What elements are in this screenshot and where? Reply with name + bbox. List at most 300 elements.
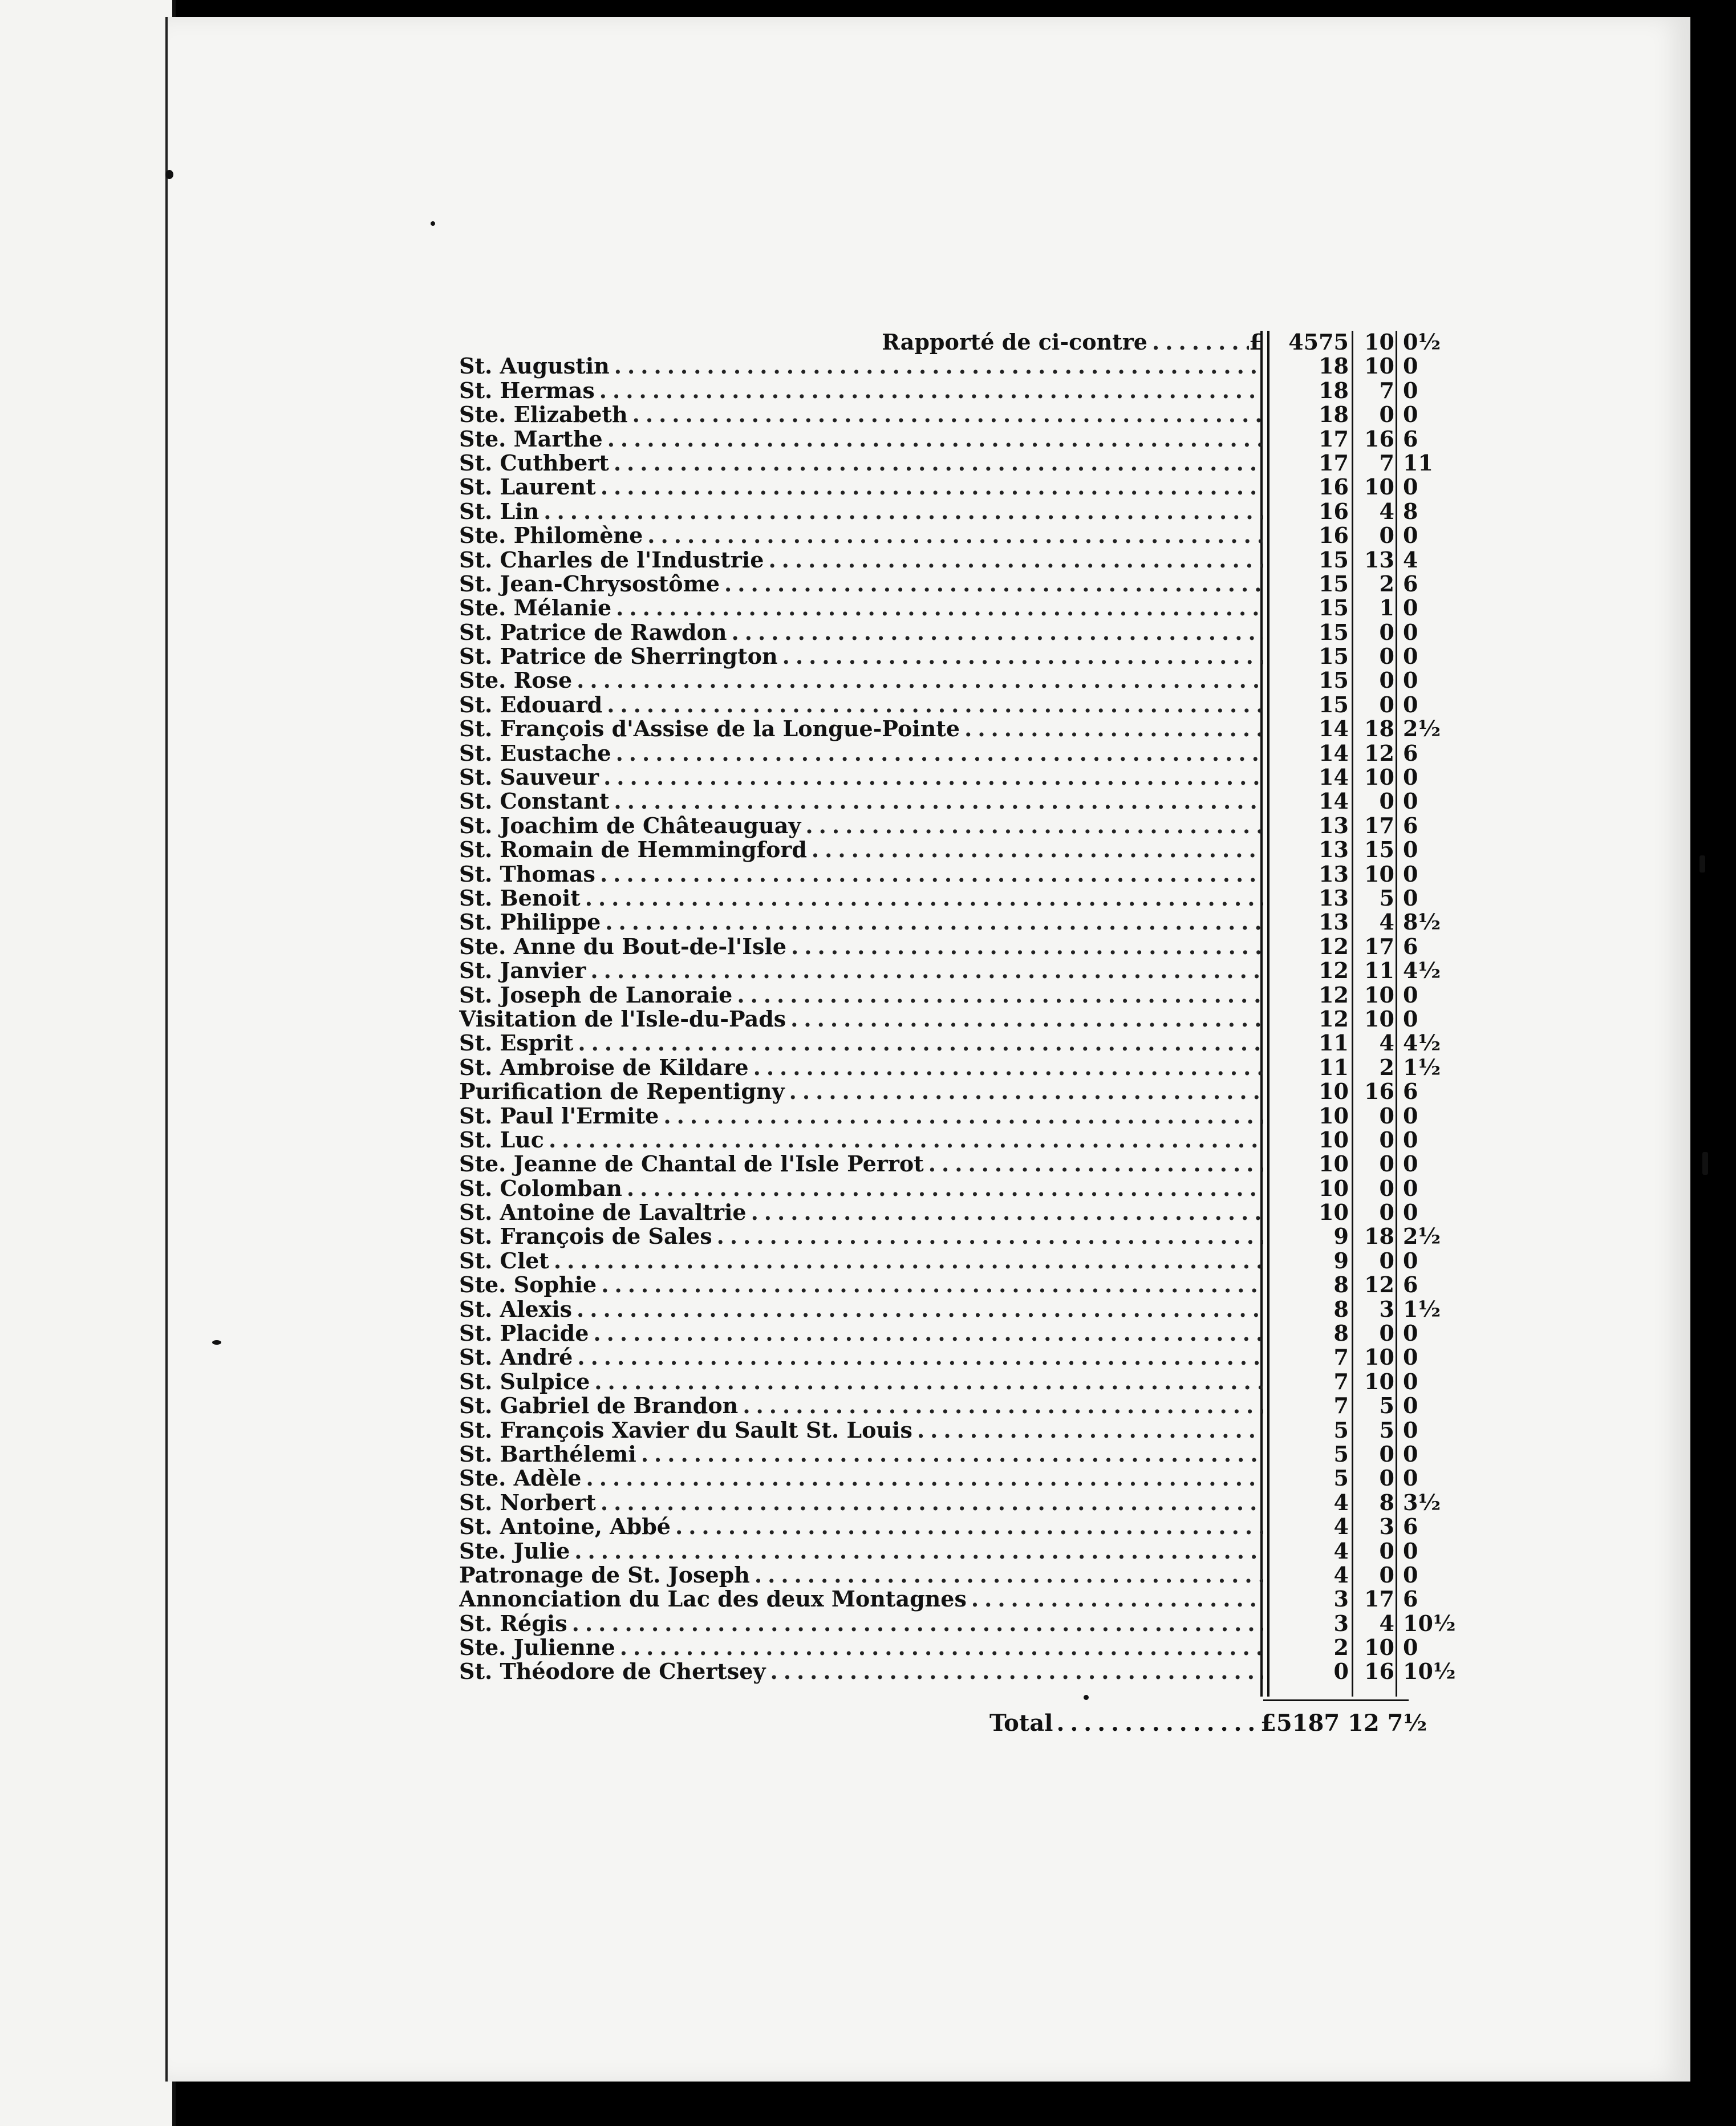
leader-dots: [717, 1223, 1263, 1249]
parish-name: St. Joachim de Châteauguay: [459, 812, 801, 838]
table-row: [459, 1198, 1418, 1226]
total-label: Total: [989, 1710, 1053, 1736]
leader-dots: [603, 764, 1263, 790]
pounds-cell: 18: [1319, 353, 1349, 379]
pounds-cell: 12: [1319, 981, 1349, 1008]
leader-dots: [971, 1586, 1263, 1612]
parish-name: St. Thomas: [459, 861, 595, 887]
pence-cell: 0: [1403, 1441, 1418, 1467]
leader-dots: [593, 1320, 1263, 1346]
leader-dots: [601, 1272, 1263, 1297]
leader-dots: [782, 643, 1263, 669]
table-row: [459, 932, 1418, 959]
shillings-cell: 0: [1379, 1199, 1394, 1226]
table-row: [459, 1005, 1418, 1032]
shillings-cell: 12: [1364, 1272, 1394, 1298]
pounds-cell: 7: [1333, 1368, 1349, 1394]
shillings-cell: 15: [1364, 837, 1394, 863]
table-row: [459, 1271, 1418, 1298]
table-row: [459, 642, 1418, 670]
leader-dots: [600, 861, 1263, 887]
parish-name: St. François Xavier du Sault St. Louis: [459, 1417, 912, 1443]
table-row: [459, 352, 1418, 379]
parish-name: St. Barthélemi: [459, 1441, 636, 1467]
pence-cell: 6: [1403, 1078, 1418, 1105]
pence-cell: 2½: [1403, 1223, 1441, 1249]
pounds-cell: 10: [1319, 1151, 1349, 1177]
leader-dots: [1056, 1710, 1263, 1736]
leader-dots: [577, 1344, 1263, 1370]
ink-speck: [165, 170, 173, 179]
pounds-cell: 13: [1319, 837, 1349, 863]
table-row: [459, 1440, 1418, 1467]
shillings-cell: 10: [1364, 353, 1394, 379]
shillings-cell: 10: [1364, 329, 1394, 355]
pounds-cell: 15: [1319, 619, 1349, 645]
pence-cell: 0: [1403, 1393, 1418, 1419]
shillings-cell: 4: [1379, 909, 1394, 935]
pence-cell: 10½: [1403, 1658, 1456, 1685]
pounds-cell: 11: [1319, 1054, 1349, 1080]
pence-cell: 0: [1403, 1320, 1418, 1346]
leader-dots: [599, 378, 1263, 403]
table-row: [459, 1222, 1441, 1249]
shillings-cell: 2: [1379, 570, 1394, 597]
pounds-cell: 10: [1319, 1126, 1349, 1153]
pounds-cell: 15: [1319, 691, 1349, 717]
leader-dots: [616, 740, 1263, 766]
pounds-cell: 14: [1319, 716, 1349, 742]
table-row: [459, 1585, 1418, 1612]
pence-cell: 0: [1403, 691, 1418, 717]
shillings-cell: 13: [1364, 546, 1394, 573]
shillings-cell: 7: [1379, 449, 1394, 476]
pounds-cell: 15: [1319, 570, 1349, 597]
table-row: [459, 1319, 1418, 1346]
leader-dots: [647, 522, 1263, 548]
leader-dots: [585, 885, 1263, 911]
table-row: [459, 570, 1418, 597]
parish-name: St. André: [459, 1344, 573, 1370]
leader-dots: [641, 1441, 1263, 1467]
pence-cell: 6: [1403, 1514, 1418, 1540]
table-row: [459, 376, 1418, 403]
pounds-cell: 16: [1319, 498, 1349, 524]
leader-dots: [594, 1369, 1263, 1394]
parish-name: St. Patrice de Rawdon: [459, 619, 727, 645]
shillings-cell: 7: [1379, 377, 1394, 403]
parish-name: St. Antoine, Abbé: [459, 1514, 671, 1540]
table-row: [459, 521, 1418, 549]
table-row: [459, 1247, 1417, 1271]
pounds-cell: 5: [1333, 1417, 1349, 1443]
leader-dots: [768, 547, 1263, 573]
pounds-cell: 14: [1319, 740, 1349, 766]
pence-cell: 4: [1403, 546, 1418, 573]
pence-cell: 0: [1403, 1344, 1418, 1370]
leader-dots: [917, 1417, 1263, 1443]
table-row: [459, 449, 1433, 476]
pence-cell: 6: [1403, 933, 1418, 959]
leader-dots: [607, 692, 1263, 717]
leader-dots: [572, 1610, 1263, 1636]
shillings-cell: 0: [1379, 691, 1394, 717]
pence-cell: 0: [1403, 1247, 1418, 1273]
shillings-cell: 0: [1379, 522, 1394, 549]
parish-name: St. Lin: [459, 498, 540, 524]
shillings-cell: 0: [1379, 788, 1394, 814]
shillings-cell: 3: [1379, 1296, 1394, 1322]
parish-name: Ste. Marthe: [459, 425, 603, 452]
parish-name: Ste. Elizabeth: [459, 401, 628, 428]
leader-dots: [614, 353, 1263, 379]
pence-cell: 0: [1403, 595, 1418, 621]
leader-dots: [627, 1175, 1263, 1201]
shillings-cell: 10: [1364, 1005, 1394, 1032]
pounds-cell: 4: [1333, 1537, 1349, 1564]
parish-name: St. Régis: [459, 1610, 567, 1636]
contribution-ledger: [459, 328, 1456, 1685]
pounds-cell: 18: [1319, 377, 1349, 403]
table-row: [459, 1053, 1441, 1080]
leader-dots: [964, 716, 1263, 741]
pence-cell: 0: [1403, 981, 1418, 1008]
pounds-cell: 13: [1319, 909, 1349, 935]
table-row: [459, 715, 1441, 742]
table-row: [459, 956, 1441, 984]
parish-name: St. Romain de Hemmingford: [459, 837, 807, 863]
table-row: [459, 425, 1418, 452]
leader-dots: [812, 837, 1263, 862]
pounds-cell: 15: [1319, 667, 1349, 693]
shillings-cell: 18: [1364, 716, 1394, 742]
pence-cell: 0: [1403, 1561, 1418, 1588]
parish-name: Ste. Julie: [459, 1537, 570, 1564]
shillings-cell: 17: [1364, 1586, 1394, 1612]
parish-name: St. Norbert: [459, 1489, 596, 1515]
shillings-cell: 10: [1364, 1634, 1394, 1661]
pounds-cell: 12: [1319, 933, 1349, 959]
pence-cell: 0: [1403, 522, 1418, 549]
ink-speck: [1084, 1695, 1089, 1700]
shillings-cell: 0: [1379, 1126, 1394, 1153]
leader-dots: [753, 1054, 1263, 1080]
shillings-cell: 0: [1379, 1561, 1394, 1588]
table-row: [459, 860, 1418, 887]
table-row: [459, 400, 1418, 428]
shillings-cell: 17: [1364, 933, 1394, 959]
leader-dots: [601, 474, 1263, 500]
leader-dots: [632, 401, 1263, 427]
parish-name: St. Janvier: [459, 957, 586, 984]
pence-cell: 0: [1403, 643, 1418, 670]
leader-dots: [724, 571, 1263, 597]
ink-speck: [212, 1340, 221, 1345]
leader-dots: [790, 1006, 1263, 1032]
pence-cell: 0: [1403, 861, 1418, 887]
pence-cell: 1½: [1403, 1054, 1441, 1080]
pence-cell: 0: [1403, 764, 1418, 790]
pounds-cell: 4: [1333, 1489, 1349, 1515]
parish-name: Ste. Sophie: [459, 1272, 597, 1298]
shillings-cell: 0: [1379, 401, 1394, 428]
shillings-cell: 8: [1379, 1489, 1394, 1515]
pence-cell: 6: [1403, 812, 1418, 838]
table-row: [459, 1537, 1418, 1564]
table-row: [459, 1488, 1441, 1515]
pounds-cell: 5: [1333, 1465, 1349, 1491]
parish-name: Ste. Mélanie: [459, 595, 612, 621]
pence-cell: 0½: [1403, 329, 1441, 355]
leader-dots: [543, 498, 1263, 524]
table-row: [459, 981, 1418, 1008]
pounds-cell: 4575: [1288, 329, 1349, 355]
pounds-cell: 8: [1333, 1320, 1349, 1346]
parish-name: St. Joseph de Lanoraie: [459, 981, 733, 1008]
pounds-cell: 5: [1333, 1441, 1349, 1467]
pounds-cell: 14: [1319, 764, 1349, 790]
pounds-cell: 9: [1333, 1247, 1349, 1273]
pence-cell: 0: [1403, 788, 1418, 814]
parish-name: St. Clet: [459, 1247, 549, 1273]
parish-name: Ste. Rose: [459, 667, 573, 693]
pence-cell: 0: [1403, 1537, 1418, 1564]
parish-name: St. Esprit: [459, 1030, 574, 1056]
table-row: [459, 1609, 1456, 1636]
pence-cell: 10½: [1403, 1610, 1456, 1636]
pounds-cell: 4: [1333, 1514, 1349, 1540]
pence-cell: 0: [1403, 1634, 1418, 1661]
carried-forward-label: Rapporté de ci-contre: [882, 329, 1147, 355]
leader-dots: [675, 1514, 1263, 1539]
table-row: [459, 546, 1418, 573]
parish-name: St. Charles de l'Industrie: [459, 546, 764, 573]
leader-dots: [789, 1078, 1263, 1104]
parish-name: St. Placide: [459, 1320, 589, 1346]
pence-cell: 0: [1403, 1417, 1418, 1443]
shillings-cell: 0: [1379, 667, 1394, 693]
pence-cell: 11: [1403, 449, 1433, 476]
pounds-cell: 17: [1319, 425, 1349, 452]
pounds-cell: 16: [1319, 474, 1349, 500]
facing-page-edge: [0, 0, 176, 2126]
shillings-cell: 16: [1364, 425, 1394, 452]
pounds-cell: 13: [1319, 861, 1349, 887]
pounds-cell: 4: [1333, 1561, 1349, 1588]
pence-cell: 0: [1403, 1175, 1418, 1201]
parish-name: St. Luc: [459, 1126, 544, 1153]
table-row: [459, 1512, 1418, 1540]
leader-dots: [607, 426, 1263, 452]
shillings-cell: 4: [1379, 1030, 1394, 1056]
pence-cell: 0: [1403, 401, 1418, 428]
table-row: [459, 787, 1418, 814]
shillings-cell: 0: [1379, 1151, 1394, 1177]
shillings-cell: 17: [1364, 812, 1394, 838]
pence-cell: 0: [1403, 1151, 1418, 1177]
parish-name: St. Cuthbert: [459, 449, 609, 476]
table-row: [459, 1416, 1418, 1443]
leader-dots: [616, 595, 1263, 620]
pounds-cell: 11: [1319, 1030, 1349, 1056]
pounds-cell: 13: [1319, 812, 1349, 838]
table-row: [459, 1077, 1418, 1105]
leader-dots: [1152, 329, 1249, 355]
parish-rows: [459, 352, 1456, 1685]
parish-name: St. Patrice de Sherrington: [459, 643, 778, 670]
pounds-cell: 8: [1333, 1296, 1349, 1322]
leader-dots: [737, 982, 1263, 1008]
shillings-cell: 10: [1364, 1344, 1394, 1370]
pounds-cell: 10: [1319, 1078, 1349, 1105]
parish-name: Purification de Repentigny: [459, 1078, 785, 1105]
pounds-cell: 12: [1319, 1005, 1349, 1032]
shillings-cell: 0: [1379, 1537, 1394, 1564]
table-row: [459, 691, 1417, 715]
parish-name: St. Constant: [459, 788, 610, 814]
shillings-cell: 10: [1364, 474, 1394, 500]
pounds-cell: 14: [1319, 788, 1349, 814]
leader-dots: [770, 1658, 1263, 1684]
shillings-cell: 11: [1364, 957, 1394, 984]
parish-name: St. Philippe: [459, 909, 601, 935]
pence-cell: 0: [1403, 1465, 1418, 1491]
pounds-cell: 2: [1333, 1634, 1349, 1661]
table-row: [459, 1174, 1418, 1201]
pounds-cell: 0: [1333, 1658, 1349, 1685]
pounds-cell: 3: [1333, 1586, 1349, 1612]
shillings-cell: 0: [1379, 1441, 1394, 1467]
leader-dots: [574, 1538, 1263, 1564]
parish-name: St. Sulpice: [459, 1368, 590, 1394]
leader-dots: [732, 619, 1264, 645]
pence-cell: 8: [1403, 498, 1418, 524]
leader-dots: [743, 1393, 1263, 1418]
parish-name: St. Alexis: [459, 1296, 573, 1322]
currency-symbol: £: [1249, 329, 1264, 355]
shillings-cell: 10: [1364, 764, 1394, 790]
parish-name: Ste. Anne du Bout-de-l'Isle: [459, 933, 786, 959]
table-row: [459, 666, 1418, 693]
ink-speck: [431, 221, 435, 226]
shillings-cell: 10: [1364, 1368, 1394, 1394]
parish-name: Patronage de St. Joseph: [459, 1561, 750, 1588]
pounds-cell: 15: [1319, 643, 1349, 670]
pounds-cell: 15: [1319, 595, 1349, 621]
parish-name: Visitation de l'Isle-du-Pads: [459, 1005, 786, 1032]
shillings-cell: 3: [1379, 1514, 1394, 1540]
table-row: [459, 497, 1418, 524]
table-row: [459, 763, 1418, 790]
pence-cell: 6: [1403, 570, 1418, 597]
total-value: £5187 12 7½: [1260, 1710, 1427, 1736]
pounds-cell: 18: [1319, 401, 1349, 428]
shillings-cell: 0: [1379, 1247, 1394, 1273]
ink-speck: [1700, 855, 1705, 873]
leader-dots: [805, 813, 1263, 838]
shillings-cell: 1: [1379, 595, 1394, 621]
pence-cell: 0: [1403, 1368, 1418, 1394]
total-row: [459, 1710, 1429, 1738]
pence-cell: 3½: [1403, 1489, 1441, 1515]
parish-name: St. Paul l'Ermite: [459, 1102, 659, 1129]
parish-name: St. Gabriel de Brandon: [459, 1393, 739, 1419]
total-rule: [1263, 1699, 1409, 1701]
pence-cell: 1½: [1403, 1296, 1441, 1322]
leader-dots: [578, 1030, 1263, 1056]
table-row: [459, 1029, 1441, 1056]
pence-cell: 0: [1403, 377, 1418, 403]
pounds-cell: 17: [1319, 449, 1349, 476]
shillings-cell: 0: [1379, 619, 1394, 645]
pounds-cell: 3: [1333, 1610, 1349, 1636]
leader-dots: [614, 788, 1263, 814]
pence-cell: 0: [1403, 837, 1418, 863]
table-row: [459, 1391, 1418, 1419]
parish-name: St. Colomban: [459, 1175, 622, 1201]
shillings-cell: 5: [1379, 885, 1394, 911]
table-row: [459, 1150, 1418, 1177]
leader-dots: [577, 1296, 1263, 1322]
shillings-cell: 0: [1379, 1175, 1394, 1201]
parish-name: St. Antoine de Lavaltrie: [459, 1199, 747, 1226]
pence-cell: 6: [1403, 425, 1418, 452]
leader-dots: [549, 1127, 1263, 1153]
leader-dots: [586, 1465, 1263, 1491]
table-row: [459, 618, 1418, 645]
pence-cell: 0: [1403, 619, 1418, 645]
parish-name: St. Théodore de Chertsey: [459, 1658, 766, 1685]
leader-dots: [605, 909, 1263, 935]
parish-name: St. Augustin: [459, 353, 610, 379]
leader-dots: [577, 667, 1263, 693]
shillings-cell: 0: [1379, 1320, 1394, 1346]
shillings-cell: 10: [1364, 861, 1394, 887]
parish-name: Ste. Jeanne de Chantal de l'Isle Perrot: [459, 1151, 924, 1177]
parish-name: Ste. Julienne: [459, 1634, 615, 1661]
table-row: [459, 1368, 1418, 1394]
shillings-cell: 18: [1364, 1223, 1394, 1249]
pence-cell: 0: [1403, 1102, 1418, 1129]
pence-cell: 4½: [1403, 957, 1441, 984]
pounds-cell: 10: [1319, 1175, 1349, 1201]
leader-dots: [755, 1562, 1263, 1588]
pounds-cell: 12: [1319, 957, 1349, 984]
parish-name: St. Benoit: [459, 885, 581, 911]
parish-name: St. François de Sales: [459, 1223, 712, 1249]
pence-cell: 8½: [1403, 909, 1441, 935]
leader-dots: [663, 1103, 1263, 1129]
parish-name: St. Hermas: [459, 377, 595, 403]
shillings-cell: 0: [1379, 1465, 1394, 1491]
pence-cell: 0: [1403, 474, 1418, 500]
pence-cell: 6: [1403, 740, 1418, 766]
parish-name: St. Ambroise de Kildare: [459, 1054, 749, 1080]
leader-dots: [614, 450, 1263, 476]
leader-dots: [751, 1199, 1263, 1225]
pence-cell: 0: [1403, 353, 1418, 379]
ink-speck: [1702, 1152, 1708, 1175]
table-row: [459, 473, 1418, 500]
pounds-cell: 15: [1319, 546, 1349, 573]
table-row: [459, 594, 1418, 621]
table-row: [459, 1561, 1418, 1588]
parish-name: St. Sauveur: [459, 764, 599, 790]
pence-cell: 0: [1403, 667, 1418, 693]
leader-dots: [601, 1490, 1263, 1515]
shillings-cell: 0: [1379, 1102, 1394, 1129]
leader-dots: [791, 934, 1263, 959]
